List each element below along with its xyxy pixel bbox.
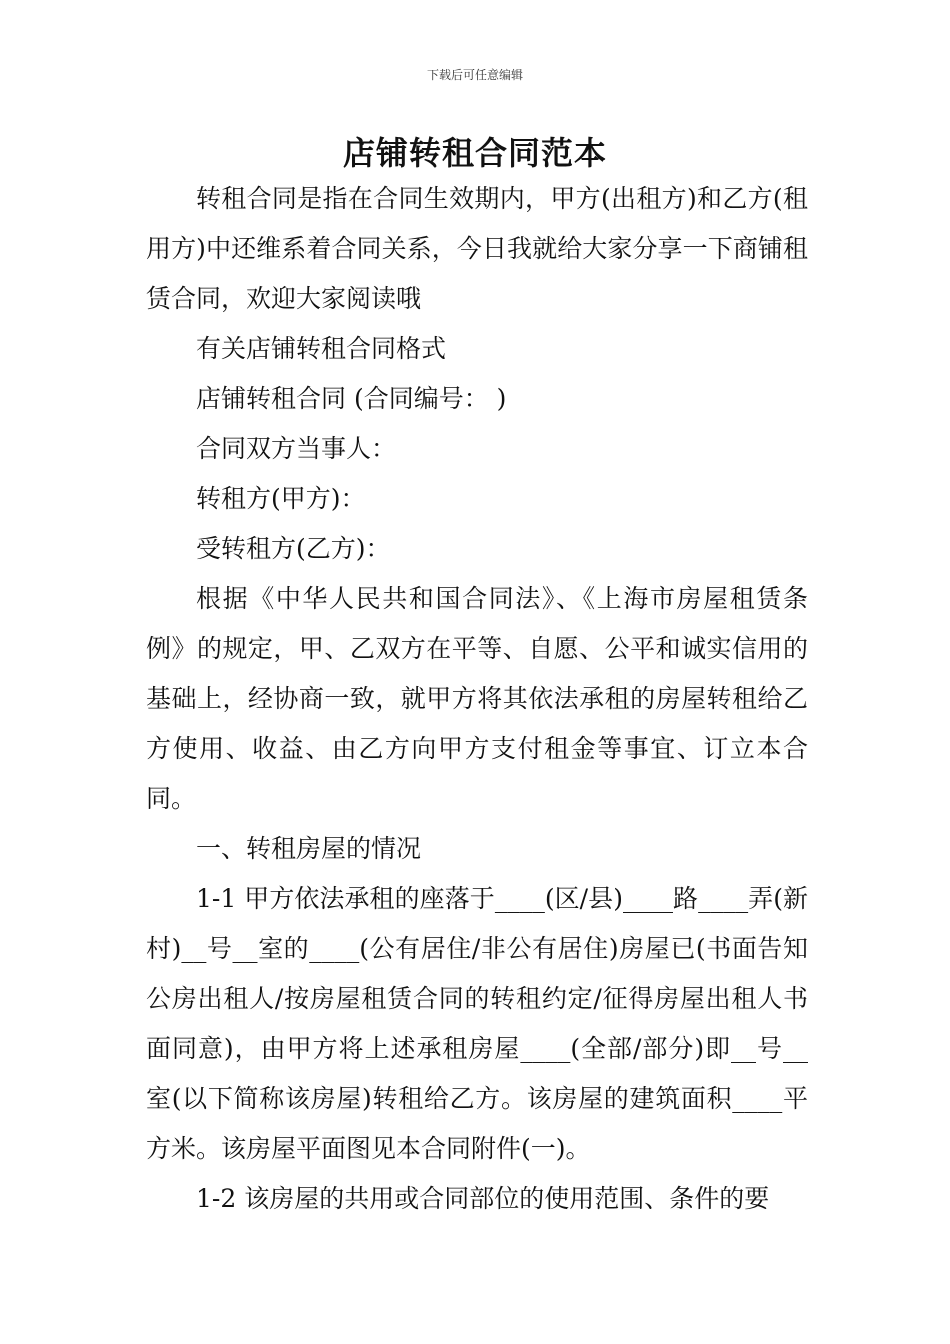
document-body — [146, 174, 808, 1224]
document-title: 店铺转租合同范本 — [342, 134, 607, 172]
section-heading-1: 一、转租房屋的情况 — [196, 834, 422, 863]
header-note: 下载后可任意编辑 — [426, 68, 523, 82]
paragraph-legal-basis: 根据《中华人民共和国合同法》、《上海市房屋租赁条例》的规定，甲、乙双方在平等、自愿、公平和诚实信用的基础上，经协商一致，就甲方将其依法承租的房屋转租给乙方使用、收益、由乙方向甲方支付租金等事宜、订立本合同。 — [146, 584, 808, 813]
paragraph-intro: 转租合同是指在合同生效期内，甲方(出租方)和乙方(租用方)中还维系着合同关系，今日我就给大家分享一下商铺租赁合同，欢迎大家阅读哦 — [146, 184, 808, 313]
clause-1-1: 1-1 甲方依法承租的座落于____(区/县)____路____弄(新村)__号__室的____(公有居住/非公有居住)房屋已(书面告知公房出租人/按房屋租赁合同的转租约定/征得房屋出租人书面同意)，由甲方将上述承租房屋____(全部/部分)即__号__室(以下简称该房屋)转租给乙方。该房屋的建筑面积____平方米。该房屋平面图见本合同附件(一)。 — [146, 884, 808, 1163]
paragraph-parties: 合同双方当事人： — [196, 434, 397, 463]
clause-1-2: 1-2 该房屋的共用或合同部位的使用范围、条件的要 — [196, 1184, 770, 1213]
paragraph-party-b: 受转租方(乙方)： — [196, 534, 391, 563]
paragraph-contract-number: 店铺转租合同 (合同编号： ) — [196, 384, 507, 413]
paragraph-party-a: 转租方(甲方)： — [196, 484, 366, 513]
paragraph-format-heading: 有关店铺转租合同格式 — [196, 334, 447, 363]
